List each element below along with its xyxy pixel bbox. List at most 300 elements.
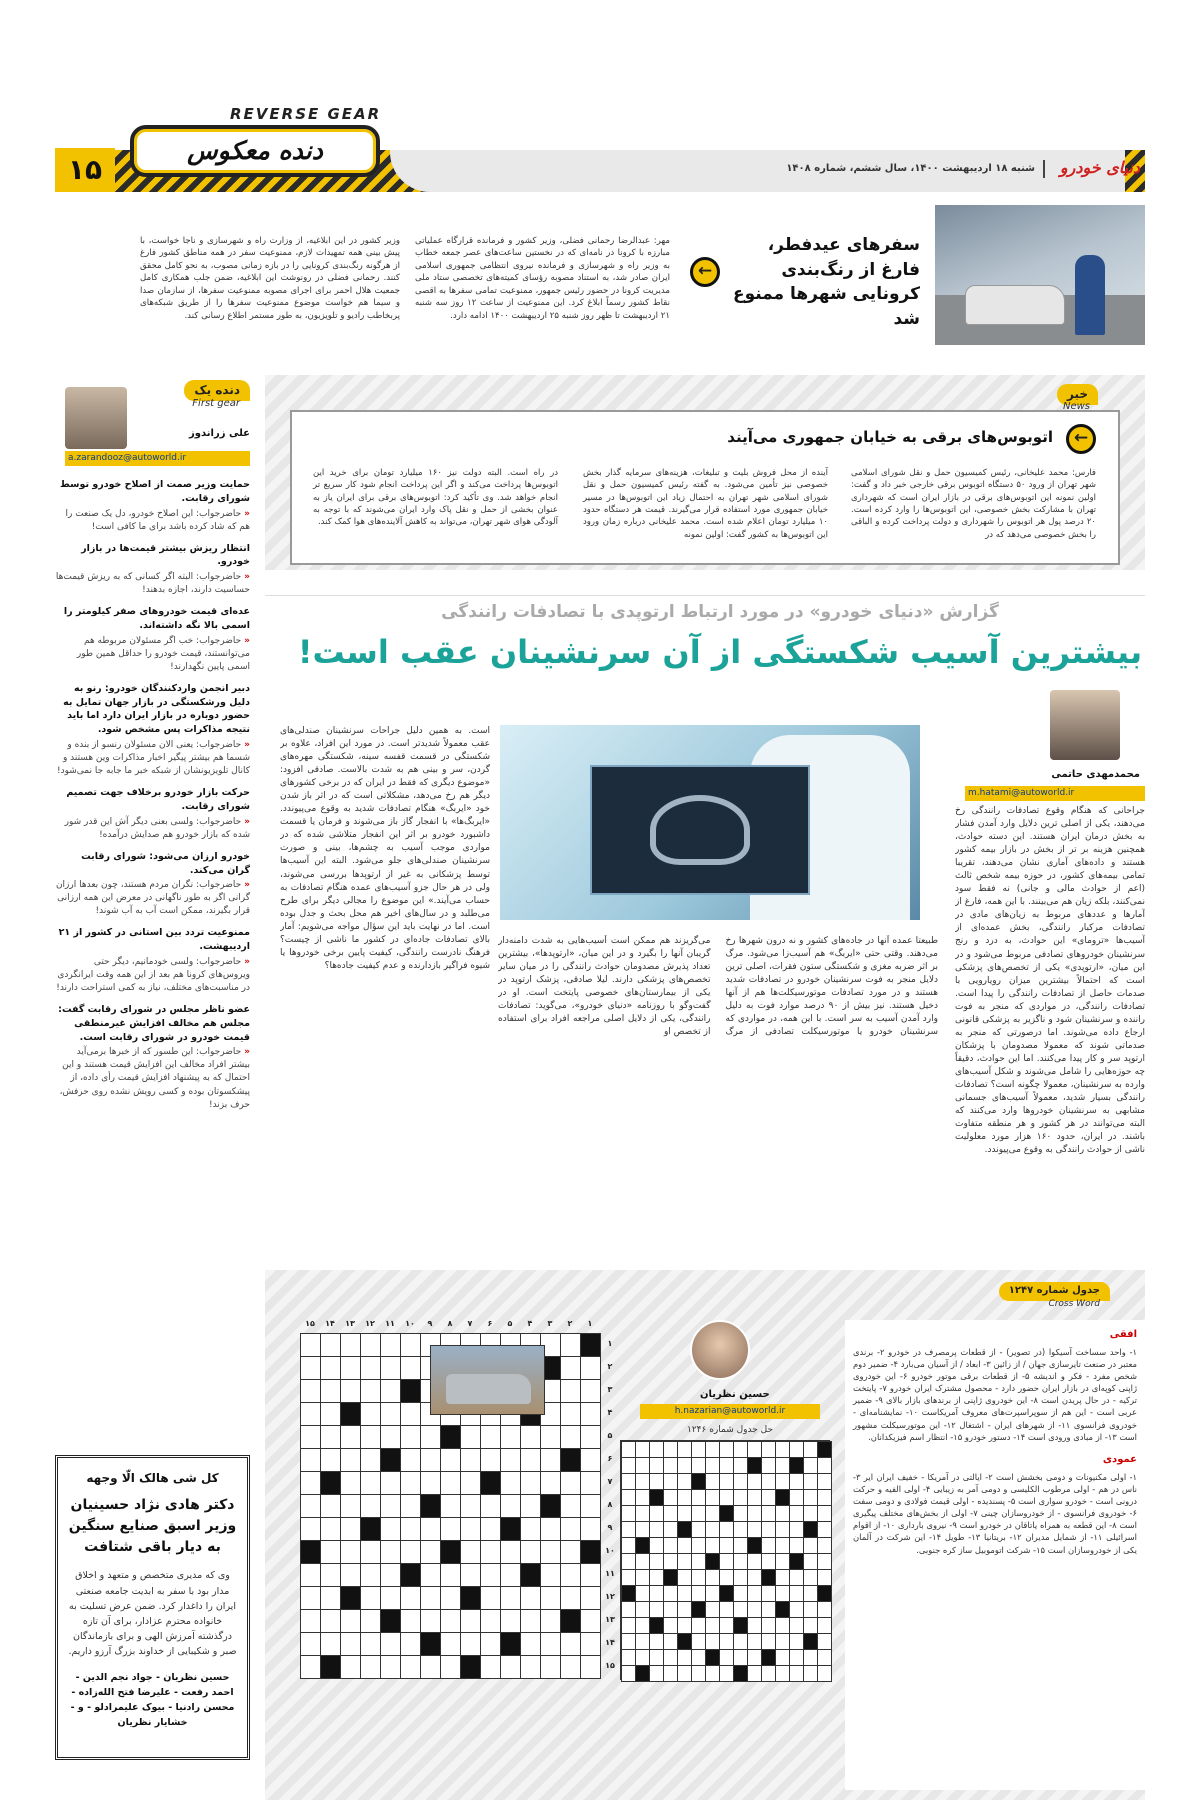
crossword-cell[interactable] xyxy=(705,1569,720,1586)
crossword-cell[interactable] xyxy=(400,1471,421,1495)
crossword-cell[interactable] xyxy=(621,1617,636,1634)
crossword-cell[interactable] xyxy=(733,1649,748,1666)
crossword-cell[interactable] xyxy=(621,1569,636,1586)
crossword-cell[interactable] xyxy=(580,1425,601,1449)
crossword-cell[interactable] xyxy=(460,1448,481,1472)
crossword-cell[interactable] xyxy=(649,1553,664,1570)
crossword-cell[interactable] xyxy=(649,1441,664,1458)
crossword-cell[interactable] xyxy=(440,1586,461,1610)
crossword-cell[interactable] xyxy=(360,1402,381,1426)
crossword-cell[interactable] xyxy=(621,1505,636,1522)
crossword-cell[interactable] xyxy=(380,1540,401,1564)
crossword-cell[interactable] xyxy=(560,1632,581,1656)
crossword-cell[interactable] xyxy=(817,1473,832,1490)
crossword-cell[interactable] xyxy=(320,1609,341,1633)
crossword-cell[interactable] xyxy=(691,1569,706,1586)
crossword-cell[interactable] xyxy=(340,1448,361,1472)
crossword-cell[interactable] xyxy=(761,1521,776,1538)
crossword-cell[interactable] xyxy=(705,1489,720,1506)
crossword-cell[interactable] xyxy=(635,1617,650,1634)
crossword-cell[interactable] xyxy=(677,1473,692,1490)
crossword-cell[interactable] xyxy=(460,1609,481,1633)
crossword-cell[interactable] xyxy=(705,1537,720,1554)
crossword-cell[interactable] xyxy=(663,1633,678,1650)
crossword-cell[interactable] xyxy=(649,1649,664,1666)
crossword-cell[interactable] xyxy=(747,1601,762,1618)
crossword-cell[interactable] xyxy=(817,1521,832,1538)
crossword-cell[interactable] xyxy=(320,1425,341,1449)
crossword-cell[interactable] xyxy=(320,1586,341,1610)
crossword-cell[interactable] xyxy=(440,1448,461,1472)
crossword-cell[interactable] xyxy=(621,1553,636,1570)
crossword-cell[interactable] xyxy=(775,1473,790,1490)
crossword-cell[interactable] xyxy=(340,1494,361,1518)
crossword-cell[interactable] xyxy=(635,1585,650,1602)
crossword-cell[interactable] xyxy=(663,1601,678,1618)
crossword-cell[interactable] xyxy=(400,1517,421,1541)
crossword-cell[interactable] xyxy=(380,1655,401,1679)
crossword-cell[interactable] xyxy=(817,1601,832,1618)
crossword-cell[interactable] xyxy=(440,1632,461,1656)
crossword-cell[interactable] xyxy=(775,1585,790,1602)
crossword-cell[interactable] xyxy=(360,1632,381,1656)
crossword-cell[interactable] xyxy=(560,1494,581,1518)
crossword-cell[interactable] xyxy=(775,1521,790,1538)
crossword-cell[interactable] xyxy=(480,1609,501,1633)
crossword-cell[interactable] xyxy=(460,1632,481,1656)
crossword-cell[interactable] xyxy=(540,1563,561,1587)
crossword-cell[interactable] xyxy=(480,1563,501,1587)
crossword-cell[interactable] xyxy=(360,1609,381,1633)
crossword-cell[interactable] xyxy=(733,1537,748,1554)
crossword-cell[interactable] xyxy=(733,1553,748,1570)
crossword-cell[interactable] xyxy=(520,1494,541,1518)
crossword-cell[interactable] xyxy=(360,1586,381,1610)
crossword-cell[interactable] xyxy=(580,1402,601,1426)
crossword-cell[interactable] xyxy=(540,1425,561,1449)
crossword-cell[interactable] xyxy=(420,1609,441,1633)
crossword-cell[interactable] xyxy=(400,1494,421,1518)
crossword-cell[interactable] xyxy=(691,1521,706,1538)
crossword-cell[interactable] xyxy=(803,1457,818,1474)
crossword-cell[interactable] xyxy=(340,1356,361,1380)
crossword-cell[interactable] xyxy=(677,1649,692,1666)
crossword-cell[interactable] xyxy=(733,1633,748,1650)
crossword-cell[interactable] xyxy=(803,1473,818,1490)
crossword-cell[interactable] xyxy=(775,1505,790,1522)
crossword-cell[interactable] xyxy=(789,1505,804,1522)
crossword-cell[interactable] xyxy=(400,1655,421,1679)
crossword-cell[interactable] xyxy=(500,1448,521,1472)
crossword-cell[interactable] xyxy=(420,1448,441,1472)
crossword-cell[interactable] xyxy=(761,1505,776,1522)
crossword-cell[interactable] xyxy=(761,1585,776,1602)
crossword-cell[interactable] xyxy=(719,1537,734,1554)
crossword-cell[interactable] xyxy=(360,1563,381,1587)
crossword-cell[interactable] xyxy=(635,1441,650,1458)
crossword-cell[interactable] xyxy=(400,1632,421,1656)
crossword-cell[interactable] xyxy=(300,1563,321,1587)
crossword-cell[interactable] xyxy=(440,1517,461,1541)
crossword-cell[interactable] xyxy=(817,1489,832,1506)
crossword-cell[interactable] xyxy=(747,1441,762,1458)
crossword-cell[interactable] xyxy=(300,1379,321,1403)
crossword-cell[interactable] xyxy=(691,1489,706,1506)
crossword-cell[interactable] xyxy=(635,1489,650,1506)
crossword-cell[interactable] xyxy=(747,1569,762,1586)
crossword-cell[interactable] xyxy=(460,1540,481,1564)
crossword-cell[interactable] xyxy=(580,1586,601,1610)
crossword-cell[interactable] xyxy=(677,1553,692,1570)
crossword-cell[interactable] xyxy=(340,1333,361,1357)
crossword-cell[interactable] xyxy=(420,1425,441,1449)
crossword-cell[interactable] xyxy=(460,1425,481,1449)
crossword-cell[interactable] xyxy=(360,1425,381,1449)
crossword-cell[interactable] xyxy=(635,1569,650,1586)
crossword-cell[interactable] xyxy=(649,1521,664,1538)
crossword-cell[interactable] xyxy=(691,1441,706,1458)
crossword-cell[interactable] xyxy=(540,1632,561,1656)
crossword-cell[interactable] xyxy=(663,1665,678,1682)
crossword-cell[interactable] xyxy=(817,1537,832,1554)
crossword-cell[interactable] xyxy=(560,1379,581,1403)
crossword-cell[interactable] xyxy=(733,1457,748,1474)
crossword-cell[interactable] xyxy=(663,1489,678,1506)
crossword-cell[interactable] xyxy=(320,1356,341,1380)
crossword-cell[interactable] xyxy=(580,1379,601,1403)
crossword-cell[interactable] xyxy=(817,1617,832,1634)
crossword-cell[interactable] xyxy=(719,1665,734,1682)
crossword-cell[interactable] xyxy=(789,1473,804,1490)
crossword-cell[interactable] xyxy=(747,1617,762,1634)
crossword-cell[interactable] xyxy=(580,1632,601,1656)
crossword-cell[interactable] xyxy=(747,1505,762,1522)
crossword-cell[interactable] xyxy=(803,1505,818,1522)
crossword-cell[interactable] xyxy=(817,1553,832,1570)
crossword-cell[interactable] xyxy=(761,1457,776,1474)
crossword-cell[interactable] xyxy=(775,1649,790,1666)
crossword-cell[interactable] xyxy=(691,1617,706,1634)
crossword-cell[interactable] xyxy=(300,1632,321,1656)
crossword-cell[interactable] xyxy=(560,1471,581,1495)
crossword-cell[interactable] xyxy=(320,1540,341,1564)
crossword-cell[interactable] xyxy=(400,1540,421,1564)
crossword-cell[interactable] xyxy=(380,1563,401,1587)
crossword-cell[interactable] xyxy=(705,1617,720,1634)
crossword-cell[interactable] xyxy=(580,1471,601,1495)
crossword-cell[interactable] xyxy=(677,1505,692,1522)
crossword-cell[interactable] xyxy=(775,1441,790,1458)
crossword-cell[interactable] xyxy=(440,1609,461,1633)
crossword-cell[interactable] xyxy=(480,1425,501,1449)
crossword-cell[interactable] xyxy=(789,1649,804,1666)
crossword-cell[interactable] xyxy=(621,1521,636,1538)
crossword-cell[interactable] xyxy=(677,1441,692,1458)
crossword-cell[interactable] xyxy=(775,1569,790,1586)
crossword-cell[interactable] xyxy=(560,1517,581,1541)
crossword-cell[interactable] xyxy=(677,1665,692,1682)
crossword-cell[interactable] xyxy=(649,1569,664,1586)
crossword-cell[interactable] xyxy=(500,1563,521,1587)
crossword-cell[interactable] xyxy=(635,1505,650,1522)
crossword-cell[interactable] xyxy=(621,1457,636,1474)
crossword-cell[interactable] xyxy=(420,1586,441,1610)
crossword-cell[interactable] xyxy=(733,1569,748,1586)
crossword-cell[interactable] xyxy=(761,1553,776,1570)
crossword-cell[interactable] xyxy=(719,1601,734,1618)
crossword-cell[interactable] xyxy=(340,1563,361,1587)
crossword-cell[interactable] xyxy=(789,1585,804,1602)
crossword-cell[interactable] xyxy=(400,1425,421,1449)
crossword-cell[interactable] xyxy=(789,1441,804,1458)
crossword-cell[interactable] xyxy=(540,1540,561,1564)
crossword-cell[interactable] xyxy=(360,1494,381,1518)
crossword-cell[interactable] xyxy=(621,1601,636,1618)
crossword-cell[interactable] xyxy=(705,1601,720,1618)
crossword-cell[interactable] xyxy=(320,1379,341,1403)
crossword-cell[interactable] xyxy=(635,1601,650,1618)
crossword-cell[interactable] xyxy=(300,1448,321,1472)
crossword-cell[interactable] xyxy=(663,1521,678,1538)
crossword-cell[interactable] xyxy=(663,1537,678,1554)
crossword-cell[interactable] xyxy=(520,1632,541,1656)
crossword-cell[interactable] xyxy=(719,1473,734,1490)
crossword-cell[interactable] xyxy=(635,1473,650,1490)
crossword-cell[interactable] xyxy=(400,1333,421,1357)
crossword-cell[interactable] xyxy=(761,1633,776,1650)
crossword-cell[interactable] xyxy=(500,1540,521,1564)
crossword-cell[interactable] xyxy=(560,1655,581,1679)
crossword-cell[interactable] xyxy=(440,1494,461,1518)
crossword-cell[interactable] xyxy=(540,1448,561,1472)
crossword-cell[interactable] xyxy=(300,1655,321,1679)
crossword-cell[interactable] xyxy=(621,1633,636,1650)
crossword-cell[interactable] xyxy=(360,1540,381,1564)
crossword-cell[interactable] xyxy=(621,1665,636,1682)
crossword-cell[interactable] xyxy=(677,1617,692,1634)
crossword-cell[interactable] xyxy=(440,1471,461,1495)
crossword-cell[interactable] xyxy=(747,1553,762,1570)
crossword-cell[interactable] xyxy=(677,1585,692,1602)
crossword-cell[interactable] xyxy=(817,1505,832,1522)
crossword-cell[interactable] xyxy=(400,1356,421,1380)
crossword-cell[interactable] xyxy=(580,1563,601,1587)
crossword-cell[interactable] xyxy=(803,1585,818,1602)
crossword-cell[interactable] xyxy=(677,1569,692,1586)
crossword-cell[interactable] xyxy=(705,1441,720,1458)
crossword-cell[interactable] xyxy=(719,1521,734,1538)
crossword-cell[interactable] xyxy=(789,1489,804,1506)
crossword-cell[interactable] xyxy=(380,1586,401,1610)
crossword-cell[interactable] xyxy=(500,1609,521,1633)
crossword-cell[interactable] xyxy=(380,1494,401,1518)
crossword-cell[interactable] xyxy=(691,1665,706,1682)
crossword-cell[interactable] xyxy=(705,1457,720,1474)
crossword-cell[interactable] xyxy=(747,1585,762,1602)
crossword-cell[interactable] xyxy=(649,1537,664,1554)
crossword-cell[interactable] xyxy=(320,1563,341,1587)
crossword-cell[interactable] xyxy=(705,1521,720,1538)
crossword-cell[interactable] xyxy=(789,1633,804,1650)
crossword-cell[interactable] xyxy=(705,1473,720,1490)
crossword-cell[interactable] xyxy=(300,1494,321,1518)
feature-author-email[interactable]: m.hatami@autoworld.ir xyxy=(965,786,1145,801)
crossword-cell[interactable] xyxy=(580,1448,601,1472)
crossword-cell[interactable] xyxy=(719,1441,734,1458)
crossword-cell[interactable] xyxy=(663,1473,678,1490)
crossword-cell[interactable] xyxy=(803,1569,818,1586)
crossword-cell[interactable] xyxy=(340,1609,361,1633)
crossword-cell[interactable] xyxy=(789,1521,804,1538)
crossword-cell[interactable] xyxy=(460,1471,481,1495)
crossword-cell[interactable] xyxy=(580,1609,601,1633)
crossword-cell[interactable] xyxy=(540,1586,561,1610)
crossword-cell[interactable] xyxy=(300,1402,321,1426)
crossword-cell[interactable] xyxy=(817,1649,832,1666)
crossword-cell[interactable] xyxy=(649,1473,664,1490)
crossword-cell[interactable] xyxy=(380,1517,401,1541)
crossword-cell[interactable] xyxy=(520,1586,541,1610)
crossword-cell[interactable] xyxy=(300,1609,321,1633)
crossword-cell[interactable] xyxy=(400,1402,421,1426)
crossword-cell[interactable] xyxy=(747,1521,762,1538)
crossword-cell[interactable] xyxy=(803,1489,818,1506)
crossword-cell[interactable] xyxy=(520,1540,541,1564)
crossword-cell[interactable] xyxy=(789,1617,804,1634)
crossword-cell[interactable] xyxy=(663,1457,678,1474)
crossword-cell[interactable] xyxy=(705,1505,720,1522)
crossword-cell[interactable] xyxy=(540,1517,561,1541)
crossword-cell[interactable] xyxy=(480,1517,501,1541)
crossword-cell[interactable] xyxy=(560,1563,581,1587)
crossword-cell[interactable] xyxy=(380,1379,401,1403)
crossword-cell[interactable] xyxy=(520,1448,541,1472)
crossword-cell[interactable] xyxy=(761,1473,776,1490)
crossword-cell[interactable] xyxy=(360,1471,381,1495)
crossword-cell[interactable] xyxy=(380,1632,401,1656)
crossword-cell[interactable] xyxy=(747,1473,762,1490)
crossword-cell[interactable] xyxy=(621,1649,636,1666)
crossword-cell[interactable] xyxy=(733,1473,748,1490)
crossword-cell[interactable] xyxy=(705,1585,720,1602)
crossword-cell[interactable] xyxy=(480,1448,501,1472)
crossword-cell[interactable] xyxy=(635,1521,650,1538)
crossword-cell[interactable] xyxy=(400,1448,421,1472)
crossword-cell[interactable] xyxy=(747,1665,762,1682)
crossword-cell[interactable] xyxy=(320,1632,341,1656)
crossword-cell[interactable] xyxy=(635,1553,650,1570)
author-email[interactable]: a.zarandooz@autoworld.ir xyxy=(65,451,250,466)
crossword-cell[interactable] xyxy=(580,1494,601,1518)
crossword-cell[interactable] xyxy=(380,1402,401,1426)
crossword-cell[interactable] xyxy=(719,1633,734,1650)
crossword-cell[interactable] xyxy=(649,1601,664,1618)
crossword-cell[interactable] xyxy=(320,1494,341,1518)
crossword-cell[interactable] xyxy=(761,1665,776,1682)
crossword-cell[interactable] xyxy=(733,1489,748,1506)
crossword-cell[interactable] xyxy=(733,1441,748,1458)
crossword-cell[interactable] xyxy=(775,1665,790,1682)
crossword-cell[interactable] xyxy=(480,1632,501,1656)
crossword-cell[interactable] xyxy=(691,1649,706,1666)
crossword-cell[interactable] xyxy=(340,1379,361,1403)
crossword-cell[interactable] xyxy=(635,1649,650,1666)
crossword-cell[interactable] xyxy=(803,1617,818,1634)
crossword-cell[interactable] xyxy=(320,1333,341,1357)
crossword-cell[interactable] xyxy=(775,1553,790,1570)
crossword-cell[interactable] xyxy=(803,1665,818,1682)
crossword-cell[interactable] xyxy=(400,1609,421,1633)
crossword-cell[interactable] xyxy=(789,1665,804,1682)
crossword-cell[interactable] xyxy=(747,1489,762,1506)
crossword-cell[interactable] xyxy=(705,1665,720,1682)
crossword-cell[interactable] xyxy=(803,1441,818,1458)
crossword-cell[interactable] xyxy=(320,1448,341,1472)
crossword-cell[interactable] xyxy=(719,1553,734,1570)
crossword-cell[interactable] xyxy=(817,1457,832,1474)
crossword-cell[interactable] xyxy=(340,1425,361,1449)
crossword-cell[interactable] xyxy=(691,1505,706,1522)
crossword-cell[interactable] xyxy=(663,1617,678,1634)
crossword-cell[interactable] xyxy=(649,1665,664,1682)
crossword-cell[interactable] xyxy=(340,1517,361,1541)
crossword-cell[interactable] xyxy=(719,1489,734,1506)
crossword-cell[interactable] xyxy=(691,1633,706,1650)
crossword-cell[interactable] xyxy=(817,1665,832,1682)
crossword-cell[interactable] xyxy=(621,1537,636,1554)
crossword-cell[interactable] xyxy=(677,1457,692,1474)
crossword-cell[interactable] xyxy=(520,1471,541,1495)
crossword-cell[interactable] xyxy=(663,1649,678,1666)
crossword-cell[interactable] xyxy=(691,1457,706,1474)
crossword-cell[interactable] xyxy=(300,1586,321,1610)
crossword-cell[interactable] xyxy=(580,1356,601,1380)
crossword-cell[interactable] xyxy=(789,1537,804,1554)
crossword-cell[interactable] xyxy=(420,1517,441,1541)
crossword-cell[interactable] xyxy=(677,1537,692,1554)
crossword-cell[interactable] xyxy=(540,1655,561,1679)
crossword-cell[interactable] xyxy=(775,1617,790,1634)
crossword-cell[interactable] xyxy=(440,1655,461,1679)
crossword-cell[interactable] xyxy=(540,1471,561,1495)
crossword-cell[interactable] xyxy=(817,1633,832,1650)
crossword-cell[interactable] xyxy=(733,1505,748,1522)
crossword-cell[interactable] xyxy=(520,1425,541,1449)
crossword-cell[interactable] xyxy=(733,1521,748,1538)
crossword-cell[interactable] xyxy=(719,1649,734,1666)
crossword-cell[interactable] xyxy=(649,1505,664,1522)
crossword-cell[interactable] xyxy=(360,1379,381,1403)
crossword-cell[interactable] xyxy=(380,1356,401,1380)
crossword-cell[interactable] xyxy=(500,1471,521,1495)
crossword-cell[interactable] xyxy=(789,1601,804,1618)
crossword-cell[interactable] xyxy=(480,1540,501,1564)
crossword-cell[interactable] xyxy=(747,1649,762,1666)
crossword-cell[interactable] xyxy=(705,1633,720,1650)
crossword-cell[interactable] xyxy=(500,1425,521,1449)
crossword-cell[interactable] xyxy=(635,1633,650,1650)
crossword-cell[interactable] xyxy=(300,1517,321,1541)
crossword-cell[interactable] xyxy=(761,1489,776,1506)
crossword-cell[interactable] xyxy=(320,1517,341,1541)
crossword-cell[interactable] xyxy=(663,1553,678,1570)
crossword-cell[interactable] xyxy=(460,1563,481,1587)
crossword-cell[interactable] xyxy=(320,1402,341,1426)
crossword-cell[interactable] xyxy=(460,1494,481,1518)
crossword-cell[interactable] xyxy=(719,1569,734,1586)
crossword-cell[interactable] xyxy=(500,1586,521,1610)
crossword-cell[interactable] xyxy=(360,1655,381,1679)
